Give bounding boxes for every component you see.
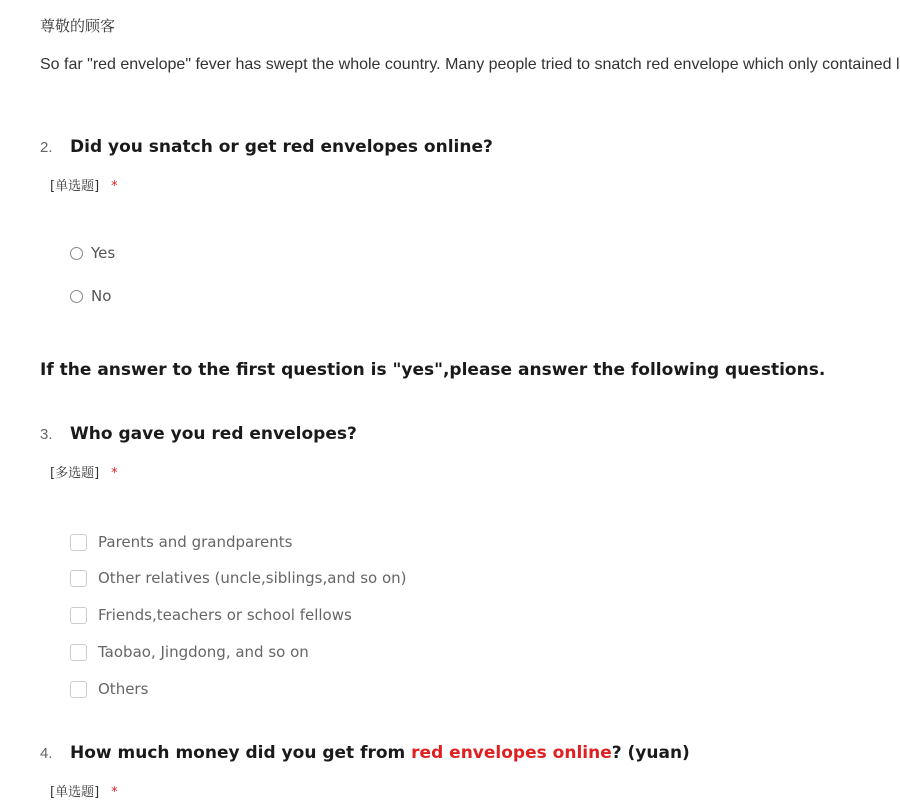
option-label: Taobao, Jingdong, and so on [98, 643, 309, 661]
radio-option-yes[interactable] [70, 244, 115, 262]
intro-text: So far "red envelope" fever has swept the whole country. Many people tried to snatch red envelope which only contained l [40, 56, 900, 73]
required-marker: * [111, 466, 118, 481]
question-type [50, 175, 118, 194]
question-number: 4. [40, 745, 53, 762]
question-number: 3. [40, 426, 53, 443]
radio-option-no[interactable] [70, 287, 111, 305]
section-note: If the answer to the first question is "yes",please answer the following questions. [40, 360, 826, 380]
title-text-end: ? (yuan) [611, 743, 690, 763]
question-title: Who gave you red envelopes? [70, 424, 357, 444]
checkbox[interactable] [70, 644, 87, 661]
option-label: Friends,teachers or school fellows [98, 606, 352, 624]
option-label: No [91, 287, 112, 305]
title-text: How much money did you get from [70, 743, 412, 763]
question-type-label: [多选题] [50, 466, 100, 481]
checkbox[interactable] [70, 534, 87, 551]
checkbox-option-relatives[interactable] [70, 569, 407, 587]
radio-button[interactable] [70, 247, 83, 260]
radio-button[interactable] [70, 290, 83, 303]
question-type [50, 781, 118, 800]
checkbox-option-others[interactable] [70, 680, 148, 698]
checkbox-option-taobao[interactable] [70, 643, 309, 661]
question-type-label: [单选题] [50, 179, 100, 194]
checkbox[interactable] [70, 570, 87, 587]
checkbox[interactable] [70, 607, 87, 624]
option-label: Other relatives (uncle,siblings,and so on) [98, 569, 407, 587]
option-label: Yes [91, 244, 116, 262]
required-marker: * [111, 179, 118, 194]
question-type [50, 462, 118, 481]
checkbox-option-friends[interactable] [70, 606, 352, 624]
option-label: Others [98, 680, 149, 698]
checkbox-option-parents[interactable] [70, 533, 292, 551]
greeting-text: 尊敬的顾客 [40, 17, 116, 35]
question-number: 2. [40, 139, 53, 156]
option-label: Parents and grandparents [98, 533, 293, 551]
question-type-label: [单选题] [50, 785, 100, 800]
checkbox[interactable] [70, 681, 87, 698]
question-title: Did you snatch or get red envelopes online? [70, 137, 493, 157]
title-highlight: red envelopes online [411, 743, 612, 763]
required-marker: * [111, 785, 118, 800]
question-title [70, 743, 690, 763]
